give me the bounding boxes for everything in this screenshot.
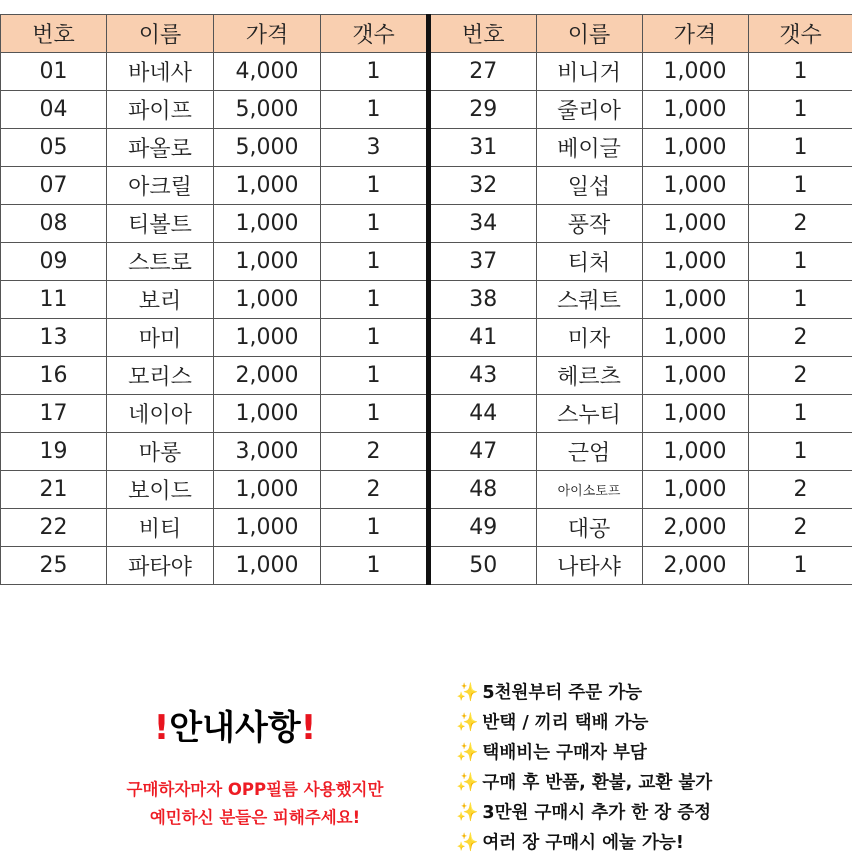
cell-number: 16 bbox=[1, 357, 107, 395]
cell-number: 31 bbox=[430, 129, 536, 167]
cell-name: 풍작 bbox=[536, 205, 642, 243]
cell-count: 2 bbox=[321, 433, 428, 471]
sparkle-icon: ✨ bbox=[456, 712, 479, 733]
table-header-row bbox=[1, 15, 428, 53]
table-row bbox=[1, 395, 428, 433]
header-price: 가격 bbox=[214, 15, 321, 53]
sparkle-icon: ✨ bbox=[456, 682, 479, 703]
cell-count: 1 bbox=[321, 91, 428, 129]
cell-number: 34 bbox=[430, 205, 536, 243]
cell-name: 파타야 bbox=[107, 547, 214, 585]
cell-count: 1 bbox=[321, 281, 428, 319]
table-row bbox=[1, 471, 428, 509]
table-row bbox=[1, 319, 428, 357]
cell-price: 4,000 bbox=[214, 53, 321, 91]
table-row bbox=[1, 129, 428, 167]
table-row bbox=[430, 167, 852, 205]
cell-count: 1 bbox=[748, 243, 852, 281]
table-row bbox=[430, 357, 852, 395]
cell-name: 보리 bbox=[107, 281, 214, 319]
cell-number: 13 bbox=[1, 319, 107, 357]
cell-count: 1 bbox=[748, 547, 852, 585]
cell-name: 비니거 bbox=[536, 53, 642, 91]
cell-number: 38 bbox=[430, 281, 536, 319]
cell-price: 5,000 bbox=[214, 129, 321, 167]
cell-number: 22 bbox=[1, 509, 107, 547]
sparkle-icon: ✨ bbox=[456, 802, 479, 823]
rule-text: 구매 후 반품, 환불, 교환 불가 bbox=[482, 773, 713, 793]
table-row bbox=[1, 509, 428, 547]
cell-price: 1,000 bbox=[214, 395, 321, 433]
cell-price: 1,000 bbox=[214, 319, 321, 357]
notice-line: 구매하자마자 OPP필름 사용했지만 bbox=[126, 780, 384, 799]
cell-name: 스쿼트 bbox=[536, 281, 642, 319]
cell-name: 파올로 bbox=[107, 129, 214, 167]
rule-text: 5천원부터 주문 가능 bbox=[482, 683, 643, 703]
cell-price: 1,000 bbox=[642, 433, 748, 471]
cell-count: 1 bbox=[321, 53, 428, 91]
cell-number: 04 bbox=[1, 91, 107, 129]
cell-price: 1,000 bbox=[642, 167, 748, 205]
cell-count: 1 bbox=[321, 547, 428, 585]
cell-count: 1 bbox=[321, 167, 428, 205]
table-row bbox=[1, 205, 428, 243]
cell-number: 44 bbox=[430, 395, 536, 433]
table-row bbox=[1, 243, 428, 281]
cell-count: 1 bbox=[748, 91, 852, 129]
cell-number: 43 bbox=[430, 357, 536, 395]
cell-number: 49 bbox=[430, 509, 536, 547]
cell-number: 47 bbox=[430, 433, 536, 471]
cell-count: 2 bbox=[748, 471, 852, 509]
cell-price: 1,000 bbox=[214, 205, 321, 243]
cell-name: 스트로 bbox=[107, 243, 214, 281]
cell-name: 헤르츠 bbox=[536, 357, 642, 395]
cell-number: 11 bbox=[1, 281, 107, 319]
cell-name: 보이드 bbox=[107, 471, 214, 509]
table-row bbox=[430, 395, 852, 433]
rule-item bbox=[456, 798, 848, 828]
cell-name: 파이프 bbox=[107, 91, 214, 129]
table-row bbox=[430, 433, 852, 471]
cell-price: 2,000 bbox=[642, 547, 748, 585]
cell-name: 미자 bbox=[536, 319, 642, 357]
cell-price: 2,000 bbox=[642, 509, 748, 547]
cell-number: 09 bbox=[1, 243, 107, 281]
cell-price: 1,000 bbox=[642, 357, 748, 395]
table-row bbox=[1, 547, 428, 585]
header-name: 이름 bbox=[107, 15, 214, 53]
cell-count: 2 bbox=[748, 357, 852, 395]
cell-name: 네이아 bbox=[107, 395, 214, 433]
table-row bbox=[1, 281, 428, 319]
cell-name: 티처 bbox=[536, 243, 642, 281]
cell-count: 3 bbox=[321, 129, 428, 167]
header-count: 갯수 bbox=[321, 15, 428, 53]
cell-count: 1 bbox=[321, 205, 428, 243]
cell-number: 41 bbox=[430, 319, 536, 357]
cell-number: 17 bbox=[1, 395, 107, 433]
cell-name: 스누티 bbox=[536, 395, 642, 433]
cell-count: 1 bbox=[748, 433, 852, 471]
table-row bbox=[430, 547, 852, 585]
cell-name: 베이글 bbox=[536, 129, 642, 167]
table-row bbox=[430, 509, 852, 547]
table-row bbox=[1, 357, 428, 395]
rule-item bbox=[456, 708, 848, 738]
header-number: 번호 bbox=[430, 15, 536, 53]
cell-number: 08 bbox=[1, 205, 107, 243]
cell-price: 1,000 bbox=[642, 319, 748, 357]
header-name: 이름 bbox=[536, 15, 642, 53]
cell-count: 1 bbox=[748, 395, 852, 433]
cell-price: 1,000 bbox=[214, 547, 321, 585]
table-body bbox=[1, 53, 428, 585]
cell-price: 2,000 bbox=[214, 357, 321, 395]
cell-price: 1,000 bbox=[214, 281, 321, 319]
cell-price: 1,000 bbox=[642, 53, 748, 91]
cell-number: 32 bbox=[430, 167, 536, 205]
sparkle-icon: ✨ bbox=[456, 772, 479, 793]
table-row bbox=[430, 471, 852, 509]
cell-count: 1 bbox=[748, 129, 852, 167]
header-price: 가격 bbox=[642, 15, 748, 53]
rule-text: 3만원 구매시 추가 한 장 증정 bbox=[482, 803, 712, 823]
table-row bbox=[1, 53, 428, 91]
cell-count: 1 bbox=[321, 243, 428, 281]
cell-name: 모리스 bbox=[107, 357, 214, 395]
notice-text bbox=[60, 776, 450, 832]
table-row bbox=[1, 167, 428, 205]
cell-name: 바네사 bbox=[107, 53, 214, 91]
cell-price: 5,000 bbox=[214, 91, 321, 129]
cell-name: 대공 bbox=[536, 509, 642, 547]
table-row bbox=[1, 433, 428, 471]
table-row bbox=[430, 281, 852, 319]
sparkle-icon: ✨ bbox=[456, 742, 479, 763]
cell-name: 줄리아 bbox=[536, 91, 642, 129]
table-row bbox=[430, 53, 852, 91]
table-row bbox=[1, 91, 428, 129]
price-table-left bbox=[0, 14, 429, 585]
cell-number: 05 bbox=[1, 129, 107, 167]
cell-name: 비티 bbox=[107, 509, 214, 547]
cell-price: 1,000 bbox=[214, 243, 321, 281]
cell-price: 1,000 bbox=[642, 243, 748, 281]
cell-price: 1,000 bbox=[642, 205, 748, 243]
cell-count: 1 bbox=[748, 281, 852, 319]
cell-count: 2 bbox=[321, 471, 428, 509]
header-number: 번호 bbox=[1, 15, 107, 53]
sparkle-icon: ✨ bbox=[456, 832, 479, 853]
cell-price: 1,000 bbox=[642, 395, 748, 433]
cell-number: 29 bbox=[430, 91, 536, 129]
cell-count: 1 bbox=[321, 509, 428, 547]
cell-name: 마롱 bbox=[107, 433, 214, 471]
cell-number: 50 bbox=[430, 547, 536, 585]
rule-item bbox=[456, 738, 848, 768]
cell-price: 1,000 bbox=[642, 91, 748, 129]
cell-price: 1,000 bbox=[214, 509, 321, 547]
rule-text: 택배비는 구매자 부담 bbox=[482, 743, 647, 763]
table-row bbox=[430, 129, 852, 167]
cell-count: 1 bbox=[748, 167, 852, 205]
table-header-row bbox=[430, 15, 852, 53]
header-count: 갯수 bbox=[748, 15, 852, 53]
cell-name: 마미 bbox=[107, 319, 214, 357]
cell-price: 3,000 bbox=[214, 433, 321, 471]
cell-price: 1,000 bbox=[642, 471, 748, 509]
cell-name: 일섭 bbox=[536, 167, 642, 205]
notice-title bbox=[110, 700, 360, 749]
price-table-right bbox=[429, 14, 852, 585]
cell-number: 25 bbox=[1, 547, 107, 585]
cell-count: 1 bbox=[321, 357, 428, 395]
rule-item bbox=[456, 678, 848, 708]
rules-list bbox=[456, 678, 848, 858]
rule-item bbox=[456, 768, 848, 798]
cell-price: 1,000 bbox=[214, 471, 321, 509]
exclamation-icon: ! bbox=[153, 708, 170, 748]
table-row bbox=[430, 319, 852, 357]
table-row bbox=[430, 243, 852, 281]
rule-text: 반택 / 끼리 택배 가능 bbox=[482, 713, 649, 733]
cell-price: 1,000 bbox=[214, 167, 321, 205]
rule-item bbox=[456, 828, 848, 858]
cell-number: 27 bbox=[430, 53, 536, 91]
cell-number: 37 bbox=[430, 243, 536, 281]
table-row bbox=[430, 205, 852, 243]
cell-count: 2 bbox=[748, 319, 852, 357]
cell-name: 티볼트 bbox=[107, 205, 214, 243]
cell-count: 1 bbox=[748, 53, 852, 91]
cell-count: 2 bbox=[748, 509, 852, 547]
cell-name: 나타샤 bbox=[536, 547, 642, 585]
cell-number: 48 bbox=[430, 471, 536, 509]
cell-count: 2 bbox=[748, 205, 852, 243]
cell-count: 1 bbox=[321, 395, 428, 433]
cell-number: 01 bbox=[1, 53, 107, 91]
table-row bbox=[430, 91, 852, 129]
notice-line: 예민하신 분들은 피해주세요! bbox=[149, 808, 361, 827]
notice-title-text: 안내사항 bbox=[169, 708, 301, 748]
cell-name: 아크릴 bbox=[107, 167, 214, 205]
rule-text: 여러 장 구매시 에눌 가능! bbox=[482, 833, 684, 853]
cell-price: 1,000 bbox=[642, 281, 748, 319]
cell-number: 21 bbox=[1, 471, 107, 509]
cell-number: 19 bbox=[1, 433, 107, 471]
cell-price: 1,000 bbox=[642, 129, 748, 167]
cell-count: 1 bbox=[321, 319, 428, 357]
cell-name: 근엄 bbox=[536, 433, 642, 471]
table-body bbox=[430, 53, 852, 585]
cell-number: 07 bbox=[1, 167, 107, 205]
cell-name: 아이소토프 bbox=[536, 471, 642, 509]
exclamation-icon: ! bbox=[300, 708, 317, 748]
